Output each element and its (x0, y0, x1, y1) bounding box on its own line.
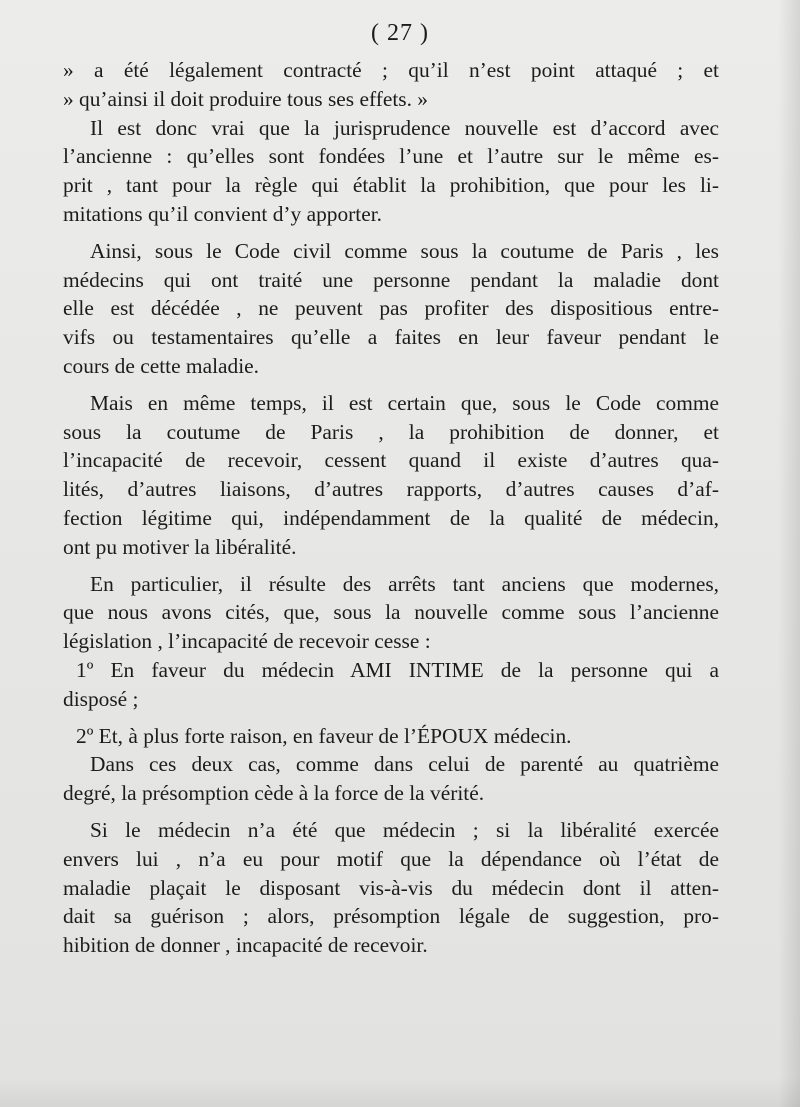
text-line: prit , tant pour la règle qui établit la prohibition, que pour les li- (63, 173, 719, 198)
text-line: hibition de donner , incapacité de recevoir. (63, 933, 428, 958)
text-line: 1º En faveur du médecin AMI INTIME de la personne qui a (76, 657, 719, 682)
body-text (63, 56, 719, 960)
text-line: 2º Et, à plus forte raison, en faveur de l’ÉPOUX médecin. (76, 723, 572, 748)
text-line: elle est décédée , ne peuvent pas profiter des dispositious entre- (63, 296, 719, 321)
text-line: sous la coutume de Paris , la prohibition de donner, et (63, 419, 719, 444)
text-line: Dans ces deux cas, comme dans celui de parenté au quatrième (90, 752, 719, 777)
text-line: que nous avons cités, que, sous la nouvelle comme sous l’ancienne (63, 600, 719, 625)
text-line: l’ancienne : qu’elles sont fondées l’une et l’autre sur le même es- (63, 144, 719, 169)
text-line: degré, la présomption cède à la force de la vérité. (63, 781, 485, 806)
text-line: » a été légalement contracté ; qu’il n’est point attaqué ; et (63, 58, 719, 82)
text-line: ont pu motiver la libéralité. (63, 534, 297, 559)
text-line: envers lui , n’a eu pour motif que la dépendance où l’état de (63, 846, 719, 871)
text-line: disposé ; (63, 686, 139, 711)
text-line: Si le médecin n’a été que médecin ; si la libéralité exercée (90, 817, 719, 842)
text-line: l’incapacité de recevoir, cessent quand il existe d’autres qua- (63, 448, 719, 473)
text-line: vifs ou testamentaires qu’elle a faites en leur faveur pendant le (63, 325, 719, 350)
text-line: mitations qu’il convient d’y apporter. (63, 201, 383, 226)
text-line: Mais en même temps, il est certain que, sous le Code comme (90, 390, 719, 415)
text-line: » qu’ainsi il doit produire tous ses effets. » (63, 86, 428, 111)
text-line: Ainsi, sous le Code civil comme sous la coutume de Paris , les (90, 238, 719, 263)
page-number: ( 27 ) (371, 20, 429, 46)
text-line: législation , l’incapacité de recevoir cesse : (63, 629, 431, 654)
text-line: fection légitime qui, indépendamment de la qualité de médecin, (63, 505, 719, 530)
text-line: cours de cette maladie. (63, 353, 259, 378)
text-line: Il est donc vrai que la jurisprudence nouvelle est d’accord avec (90, 115, 719, 140)
text-line: lités, d’autres liaisons, d’autres rapports, d’autres causes d’af- (63, 477, 719, 502)
text-line: médecins qui ont traité une personne pendant la maladie dont (63, 267, 719, 292)
text-line: En particulier, il résulte des arrêts tant anciens que modernes, (90, 571, 719, 596)
text-line: dait sa guérison ; alors, présomption légale de suggestion, pro- (63, 904, 719, 929)
text-line: maladie plaçait le disposant vis-à-vis du médecin dont il atten- (63, 875, 719, 900)
